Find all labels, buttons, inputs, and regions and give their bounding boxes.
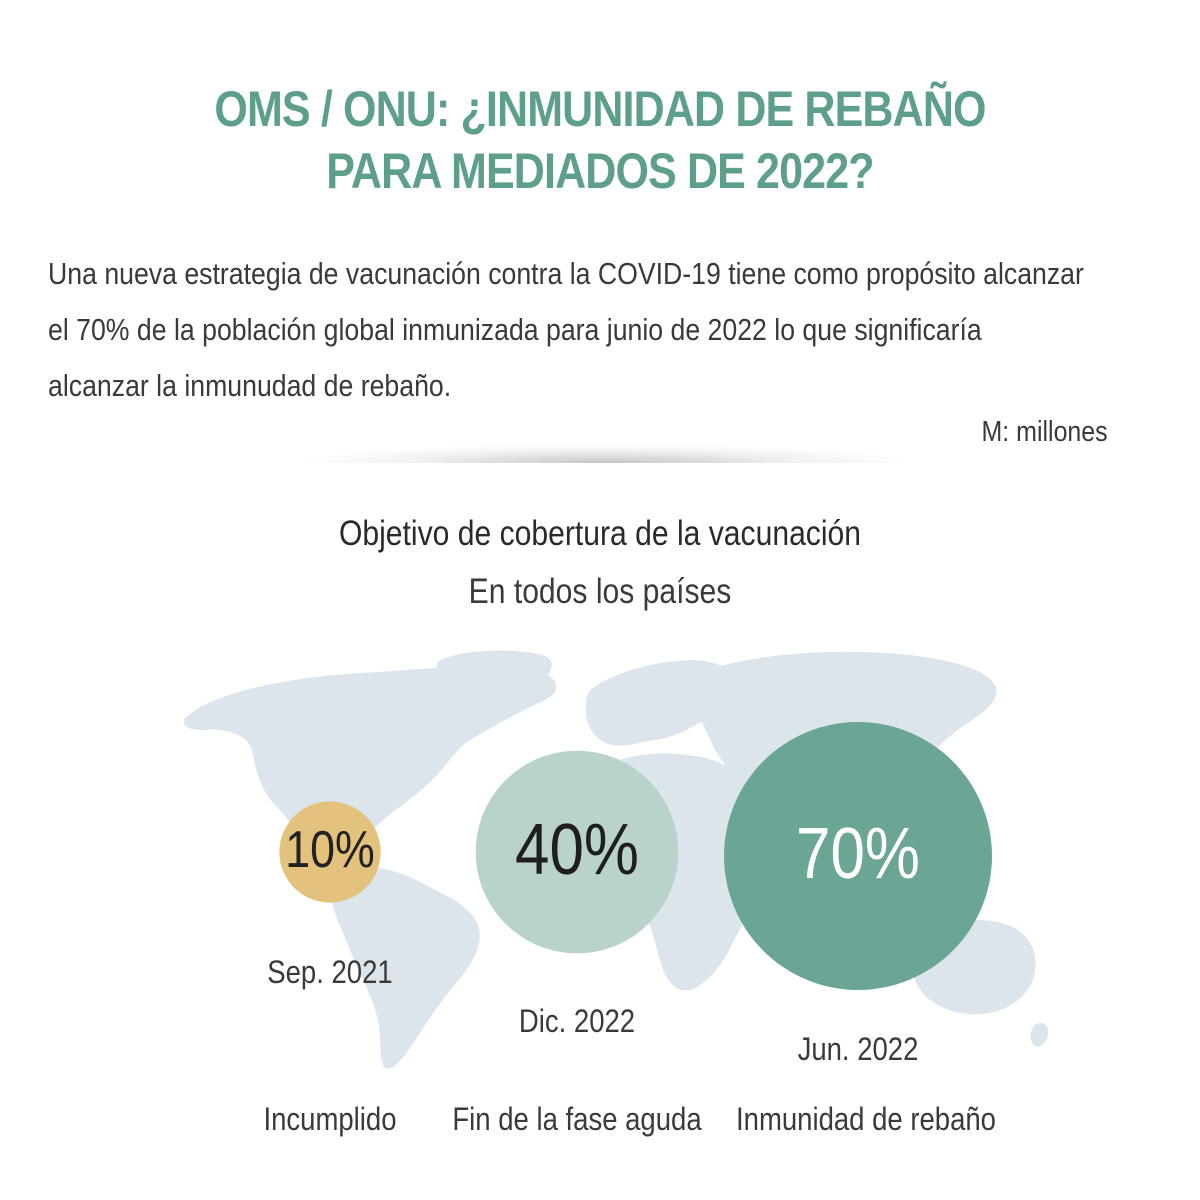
- bubble-value-10: 10%: [285, 821, 375, 879]
- title-line-1: OMS / ONU: ¿INMUNIDAD DE REBAÑO: [214, 81, 986, 137]
- bubble-value-40: 40%: [515, 809, 639, 891]
- map-new-zealand: [1031, 1023, 1049, 1047]
- title-line-2: PARA MEDIADOS DE 2022?: [326, 143, 874, 199]
- date-label-40: Dic. 2022: [518, 1004, 636, 1040]
- intro-text: Una nueva estrategia de vacunación contra la COVID-19 tiene como propósito alcanzar el 70% de la población global inmunizada para junio de 2022 lo que significaría alcanzar la inmunudad de rebaño.: [48, 256, 1084, 403]
- date-label-70: Jun. 2022: [797, 1032, 919, 1068]
- phase-label-group: [263, 1102, 995, 1137]
- bubble-value-70: 70%: [796, 813, 920, 895]
- chart-subtitle: En todos los países: [468, 572, 732, 611]
- phase-label-70: Inmunidad de rebaño: [736, 1102, 996, 1138]
- date-label-10: Sep. 2021: [267, 955, 393, 991]
- phase-label-40: Fin de la fase aguda: [452, 1102, 702, 1138]
- chart-title: Objetivo de cobertura de la vacunación: [338, 514, 862, 553]
- phase-label-10: Incumplido: [263, 1102, 397, 1138]
- unit-note: M: millones: [981, 416, 1108, 448]
